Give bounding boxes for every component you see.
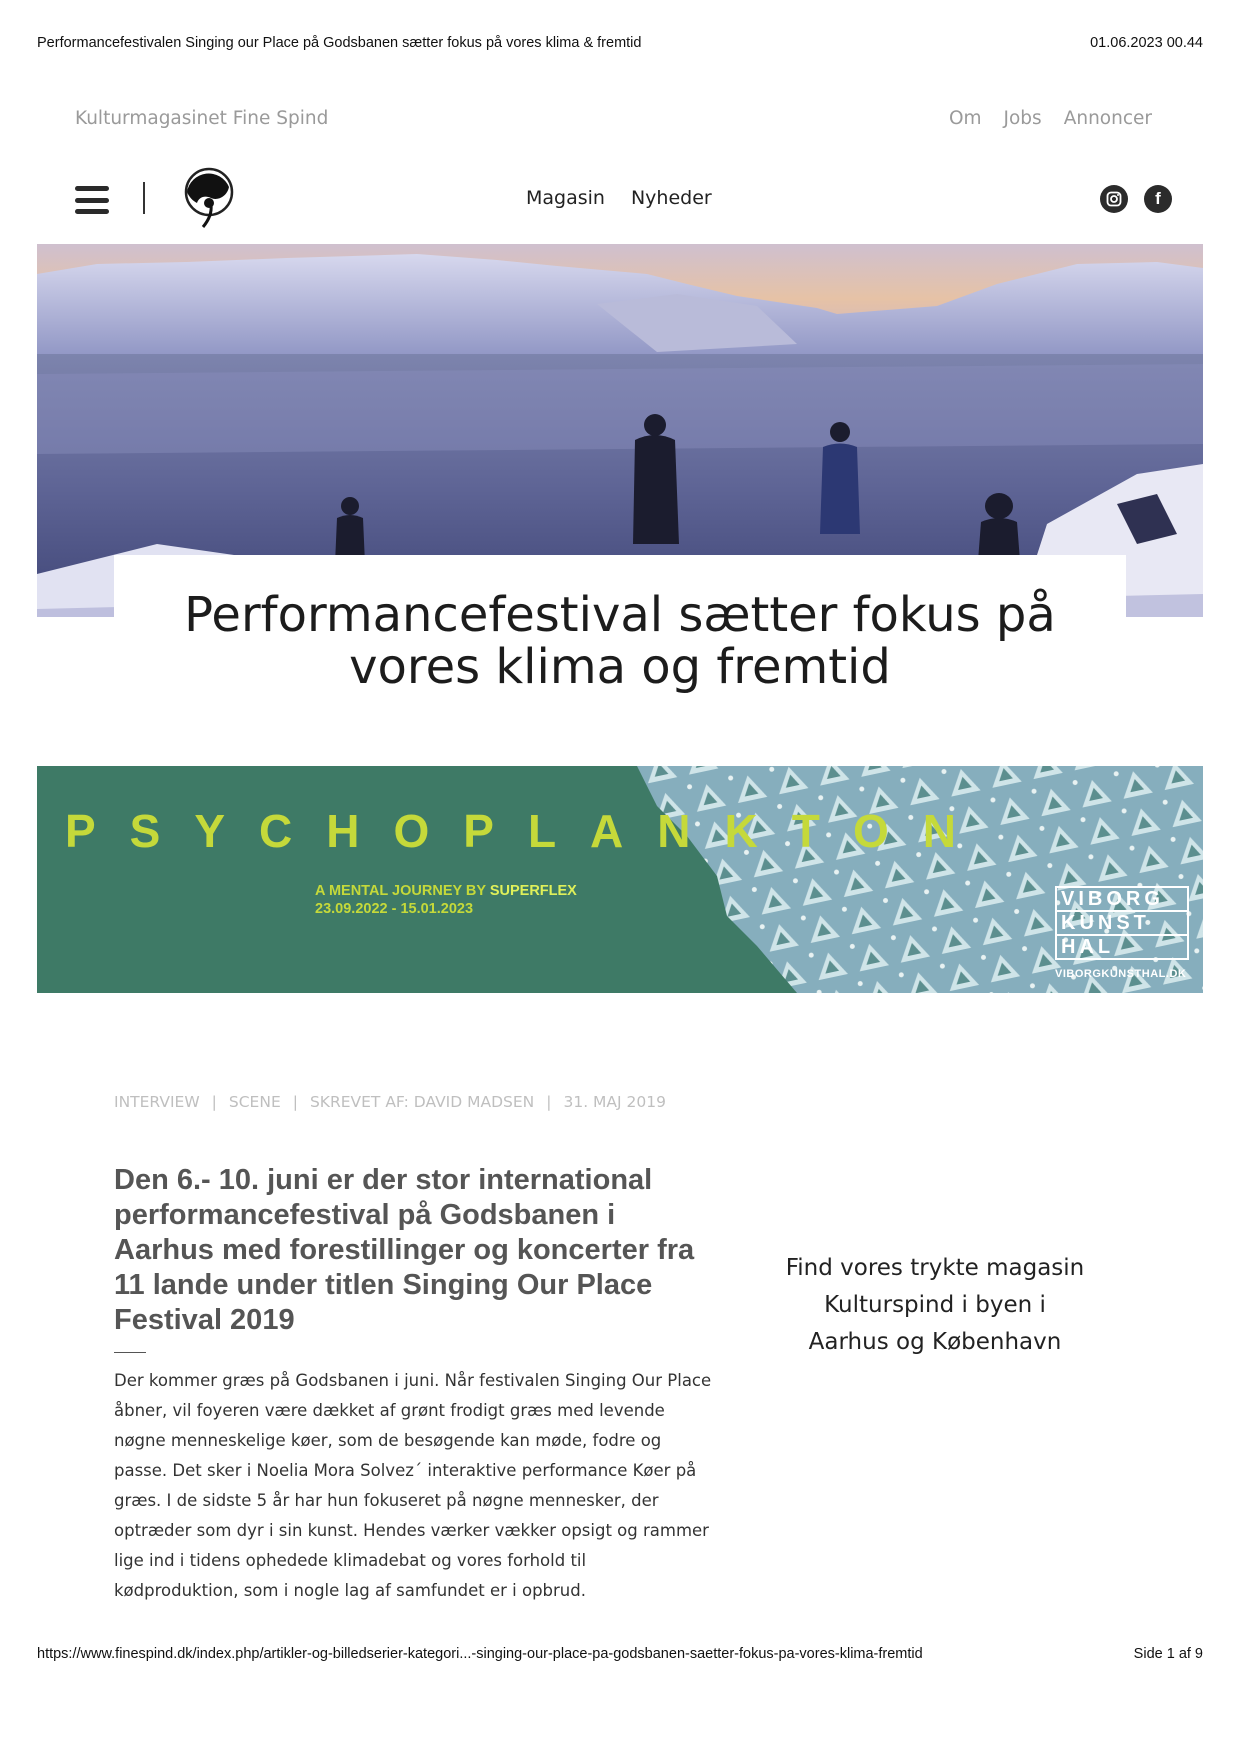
print-header bbox=[37, 35, 1203, 51]
promo-line-2: Kulturspind i byen i bbox=[824, 1292, 1046, 1318]
ad-banner[interactable] bbox=[37, 766, 1203, 993]
banner-subtitle-prefix: A MENTAL JOURNEY BY bbox=[315, 883, 490, 899]
print-url: https://www.finespind.dk/index.php/artikler-og-billedserier-kategori...-singing-our-place-pa-godsbanen-saetter-fokus-pa-vores-klima-fremtid bbox=[37, 1646, 923, 1662]
banner-subtitle bbox=[315, 882, 577, 918]
banner-url: VIBORGKUNSTHAL.DK bbox=[1055, 968, 1187, 980]
meta-separator: | bbox=[211, 1093, 217, 1111]
top-bar bbox=[75, 108, 1152, 129]
publish-date: 31. MAJ 2019 bbox=[563, 1093, 666, 1111]
nav-item-magasin[interactable]: Magasin bbox=[526, 187, 605, 209]
article-lead: Den 6.- 10. juni er der stor international performancefestival på Godsbanen i Aarhus med forestillinger og koncerter fra 11 lande under titlen Singing Our Place Festival 2019 bbox=[114, 1164, 695, 1336]
site-name-link[interactable]: Kulturmagasinet Fine Spind bbox=[75, 108, 329, 129]
promo-line-1: Find vores trykte magasin bbox=[785, 1255, 1085, 1281]
logo-line-1: VIBORG bbox=[1055, 886, 1189, 910]
article-meta bbox=[114, 1093, 666, 1111]
article-title: Performancefestival sætter fokus på vores klima og fremtid bbox=[184, 587, 1056, 695]
sidebar-promo bbox=[760, 1250, 1110, 1361]
top-link-om[interactable]: Om bbox=[948, 108, 982, 129]
print-footer bbox=[37, 1646, 1203, 1662]
article-body: Der kommer græs på Godsbanen i juni. Når festivalen Singing Our Place åbner, vil foyeren være dækket af grønt frodigt græs med levende nøgne menneskelige køer, som de besøgende kan møde, fodre og passe. Det sker i Noelia Mora Solvez´ interaktive performance Køer på græs. I de sidste 5 år har hun fokuseret på nøgne mennesker, der optræder som dyr i sin kunst. Hendes værker vækker opsigt og rammer lige ind i tidens ophedede klimadebat og vores forhold til kødproduktion, som i nogle lag af samfundet er i opbrud. bbox=[114, 1371, 712, 1600]
author: SKREVET AF: DAVID MADSEN bbox=[309, 1093, 535, 1111]
main-nav bbox=[526, 187, 712, 209]
print-timestamp: 01.06.2023 00.44 bbox=[1090, 35, 1203, 51]
banner-title: PSYCHOPLANKTON bbox=[65, 805, 990, 857]
category-interview-link[interactable]: INTERVIEW bbox=[114, 1093, 200, 1111]
logo-line-2: KUNST bbox=[1055, 910, 1189, 934]
viborg-kunsthal-logo bbox=[1055, 886, 1189, 980]
facebook-icon[interactable]: f bbox=[1144, 185, 1172, 213]
banner-dates: 23.09.2022 - 15.01.2023 bbox=[315, 901, 474, 917]
meta-separator: | bbox=[546, 1093, 552, 1111]
top-link-jobs[interactable]: Jobs bbox=[1003, 108, 1042, 129]
instagram-icon[interactable] bbox=[1100, 185, 1128, 213]
nav-divider bbox=[143, 182, 145, 214]
lead-divider bbox=[114, 1352, 146, 1353]
logo-line-3: HAL bbox=[1055, 934, 1189, 960]
top-link-annoncer[interactable]: Annoncer bbox=[1063, 108, 1152, 129]
promo-line-3: Aarhus og København bbox=[808, 1329, 1062, 1355]
menu-icon[interactable] bbox=[75, 186, 109, 214]
top-links bbox=[949, 108, 1152, 129]
logo-icon[interactable] bbox=[181, 167, 237, 233]
plankton-pattern bbox=[37, 766, 1203, 993]
category-scene-link[interactable]: SCENE bbox=[228, 1093, 281, 1111]
main-navbar bbox=[75, 165, 1172, 237]
print-title: Performancefestivalen Singing our Place på Godsbanen sætter fokus på vores klima & fremtid bbox=[37, 35, 642, 51]
page-number: Side 1 af 9 bbox=[1133, 1646, 1203, 1662]
article-title-box bbox=[114, 555, 1126, 705]
social-links bbox=[1100, 185, 1172, 213]
nav-item-nyheder[interactable]: Nyheder bbox=[630, 187, 712, 209]
banner-artist: SUPERFLEX bbox=[489, 883, 577, 899]
meta-separator: | bbox=[292, 1093, 298, 1111]
